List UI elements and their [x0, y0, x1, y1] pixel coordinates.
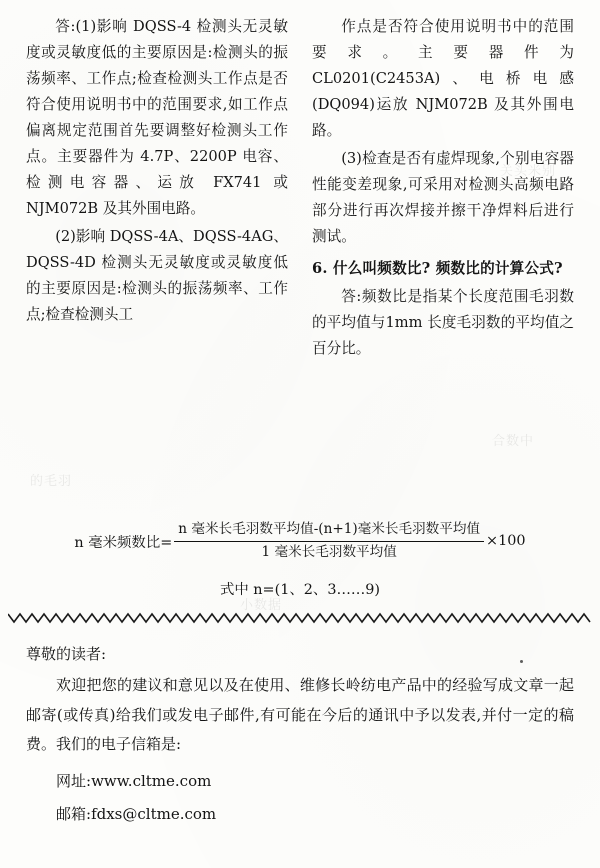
paragraph-answer-2: (2)影响 DQSS-4A、DQSS-4AG、DQSS-4D 检测头无灵敏度或灵敏度低的主要原因是:检测头的振荡频率、工作点;检查检测头工 [26, 227, 288, 323]
email-label: 邮箱: [56, 805, 92, 824]
wavy-divider [8, 610, 592, 626]
paragraph-answer-1: 答:(1)影响 DQSS-4 检测头无灵敏度或灵敏度低的主要原因是:检测头的振荡频率、工作点;检查检测头工作点是否符合使用说明书中的范围要求,如工作点偏离规定范围首先要调整好检测头工作点。主要器件为 4.7P、2200P 电容、检测电容器、运放 FX741 或 NJM072B 及其外围电路。 [26, 18, 288, 217]
letter-salutation: 尊敬的读者: [26, 645, 107, 663]
formula-block [26, 520, 574, 599]
formula-where-clause: 式中 n=(1、2、3……9) [219, 582, 381, 599]
paragraph-answer-4: (3)检查是否有虚焊现象,个别电容器性能变差现象,可采用对检测头高频电路部分进行再次焊接并擦干净焊料后进行测试。 [312, 150, 574, 245]
bleed-through-text: 小数据 [240, 598, 283, 613]
bleed-through-text: 关头米别 [500, 164, 557, 179]
left-text-column [26, 14, 288, 330]
website-label: 网址: [56, 772, 92, 790]
formula-lhs: n 毫米频数比= [74, 534, 173, 551]
formula-line [26, 520, 574, 562]
question-heading: 6. 什么叫频数比? 频数比的计算公式? [312, 259, 563, 277]
letter-to-readers [26, 640, 574, 830]
formula-multiplier: ×100 [486, 533, 526, 550]
formula-numerator: n 毫米长毛羽数平均值-(n+1)毫米长毛羽数平均值 [174, 520, 484, 542]
email-line [26, 800, 574, 829]
email-value[interactable]: fdxs@cltme.com [91, 805, 217, 824]
right-text-column [312, 14, 574, 364]
website-line [26, 767, 574, 796]
formula-fraction [174, 520, 484, 562]
bleed-through-text: 合数中 [492, 434, 535, 449]
paragraph-frequency-ratio-answer: 答:频数比是指某个长度范围毛羽数的平均值与1mm 长度毛羽数的平均值之百分比。 [312, 287, 574, 357]
bleed-through-text: 的毛羽 [30, 474, 73, 489]
letter-body: 欢迎把您的建议和意见以及在使用、维修长岭纺电产品中的经验写成文章一起邮寄(或传真)给我们或发电子邮件,有可能在今后的通讯中予以发表,并付一定的稿费。我们的电子信箱是: [26, 676, 574, 753]
paragraph-answer-3: 作点是否符合使用说明书中的范围要求。主要器件为 CL0201(C2453A)、电桥电感(DQ094)运放 NJM072B 及其外围电路。 [312, 18, 574, 139]
formula-denominator: 1 毫米长毛羽数平均值 [261, 543, 397, 560]
website-value[interactable]: www.cltme.com [91, 772, 212, 790]
